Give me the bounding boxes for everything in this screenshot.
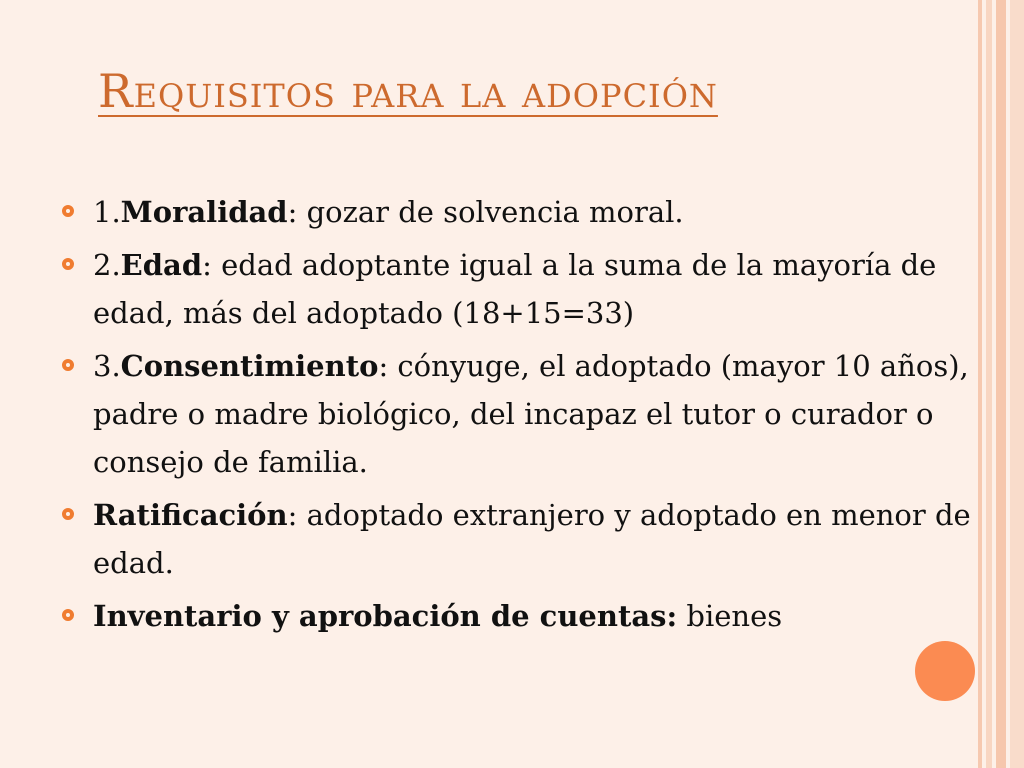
bullet-text: bienes [677,599,783,633]
bullet-prefix: 1. [93,195,121,229]
ring-bullet-icon [62,609,74,621]
edge-stripe [986,0,992,768]
edge-stripe [996,0,1006,768]
ring-bullet-icon [62,508,74,520]
bullet-item-moralidad [62,188,982,236]
slide-title: Requisitos para la adopción [98,64,718,118]
orange-circle-decoration [915,641,975,701]
bullet-item-ratificacion [62,491,982,587]
bullet-item-edad [62,241,982,337]
bullet-term: Ratificación [93,498,288,532]
bullet-term: Moralidad [120,195,288,229]
bullet-term: Edad [120,248,203,282]
bullet-text: : gozar de solvencia moral. [287,195,684,229]
ring-bullet-icon [62,359,74,371]
bullet-text: : edad adoptante igual a la suma de la mayoría de edad, más del adoptado (18+15=33) [93,248,937,330]
bullet-text: : adoptado extranjero y adoptado en menor de edad. [93,498,971,580]
bullet-term: Consentimiento [120,349,379,383]
bullet-prefix: 2. [93,248,121,282]
bullet-prefix: 3. [93,349,121,383]
ring-bullet-icon [62,205,74,217]
bullet-item-consentimiento [62,342,982,486]
bullet-text: : cónyuge, el adoptado (mayor 10 años), padre o madre biológico, del incapaz el tutor o curador o consejo de familia. [93,349,969,479]
bullet-list [62,188,982,645]
bullet-term: Inventario y aprobación de cuentas: [93,599,678,633]
edge-stripe [1010,0,1024,768]
bullet-item-inventario [62,592,982,640]
ring-bullet-icon [62,258,74,270]
